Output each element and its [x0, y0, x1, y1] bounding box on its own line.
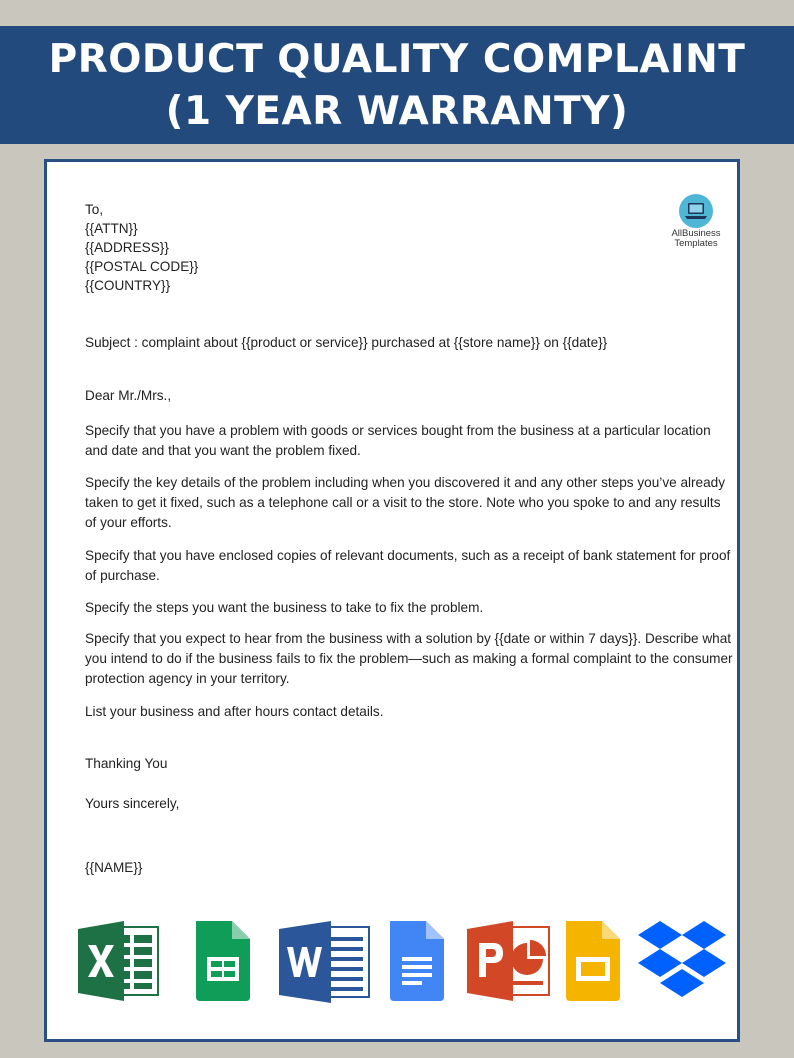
- body-paragraph: Specify the key details of the problem including when you discovered it and any other steps you’ve already taken to get it fixed, such as a telephone call or a visit to the store. Note who you spoke to and any results of your efforts.: [85, 475, 726, 530]
- body-paragraph: Specify that you have enclosed copies of relevant documents, such as a receipt of bank statement for proof of purchase.: [85, 548, 731, 583]
- powerpoint-icon: [465, 919, 551, 1003]
- body-paragraph: Specify that you have a problem with goods or services bought from the business at a particular location and date and that you want the problem fixed.: [85, 423, 711, 458]
- recipient-address: [85, 200, 735, 295]
- body-paragraph: Specify that you expect to hear from the business with a solution by {{date or within 7 days}}. Describe what you intend to do if the business fails to fix the problem—such as making a formal complaint to the consumer protection agency in your territory.: [85, 631, 733, 686]
- title-line-2: (1 YEAR WARRANTY): [165, 89, 629, 134]
- title-banner: [0, 26, 794, 144]
- address-line: {{COUNTRY}}: [85, 278, 171, 293]
- google-slides-icon: [562, 919, 622, 1003]
- word-icon: [277, 919, 371, 1005]
- salutation: Dear Mr./Mrs.,: [85, 388, 172, 403]
- body-paragraph: List your business and after hours contact details.: [85, 704, 384, 719]
- excel-icon: [76, 919, 160, 1003]
- signature-name: {{NAME}}: [85, 860, 143, 875]
- address-line: {{ATTN}}: [85, 221, 138, 236]
- address-line: To,: [85, 202, 104, 217]
- address-line: {{POSTAL CODE}}: [85, 259, 199, 274]
- closing-line: Yours sincerely,: [85, 796, 180, 811]
- letter-page: [44, 159, 740, 1042]
- logo-text-line-1: AllBusiness: [671, 228, 721, 239]
- thanks-line: Thanking You: [85, 756, 168, 771]
- dropbox-icon: [634, 919, 730, 1007]
- address-line: {{ADDRESS}}: [85, 240, 169, 255]
- title-line-1: PRODUCT QUALITY COMPLAINT: [48, 37, 746, 82]
- app-icons-row: [72, 919, 732, 1009]
- google-sheets-icon: [192, 919, 252, 1003]
- google-docs-icon: [386, 919, 446, 1003]
- logo-text-line-2: Templates: [674, 238, 718, 249]
- subject-line: Subject : complaint about {{product or service}} purchased at {{store name}} on {{date}}: [85, 335, 608, 350]
- body-paragraph: Specify the steps you want the business to take to fix the problem.: [85, 600, 484, 615]
